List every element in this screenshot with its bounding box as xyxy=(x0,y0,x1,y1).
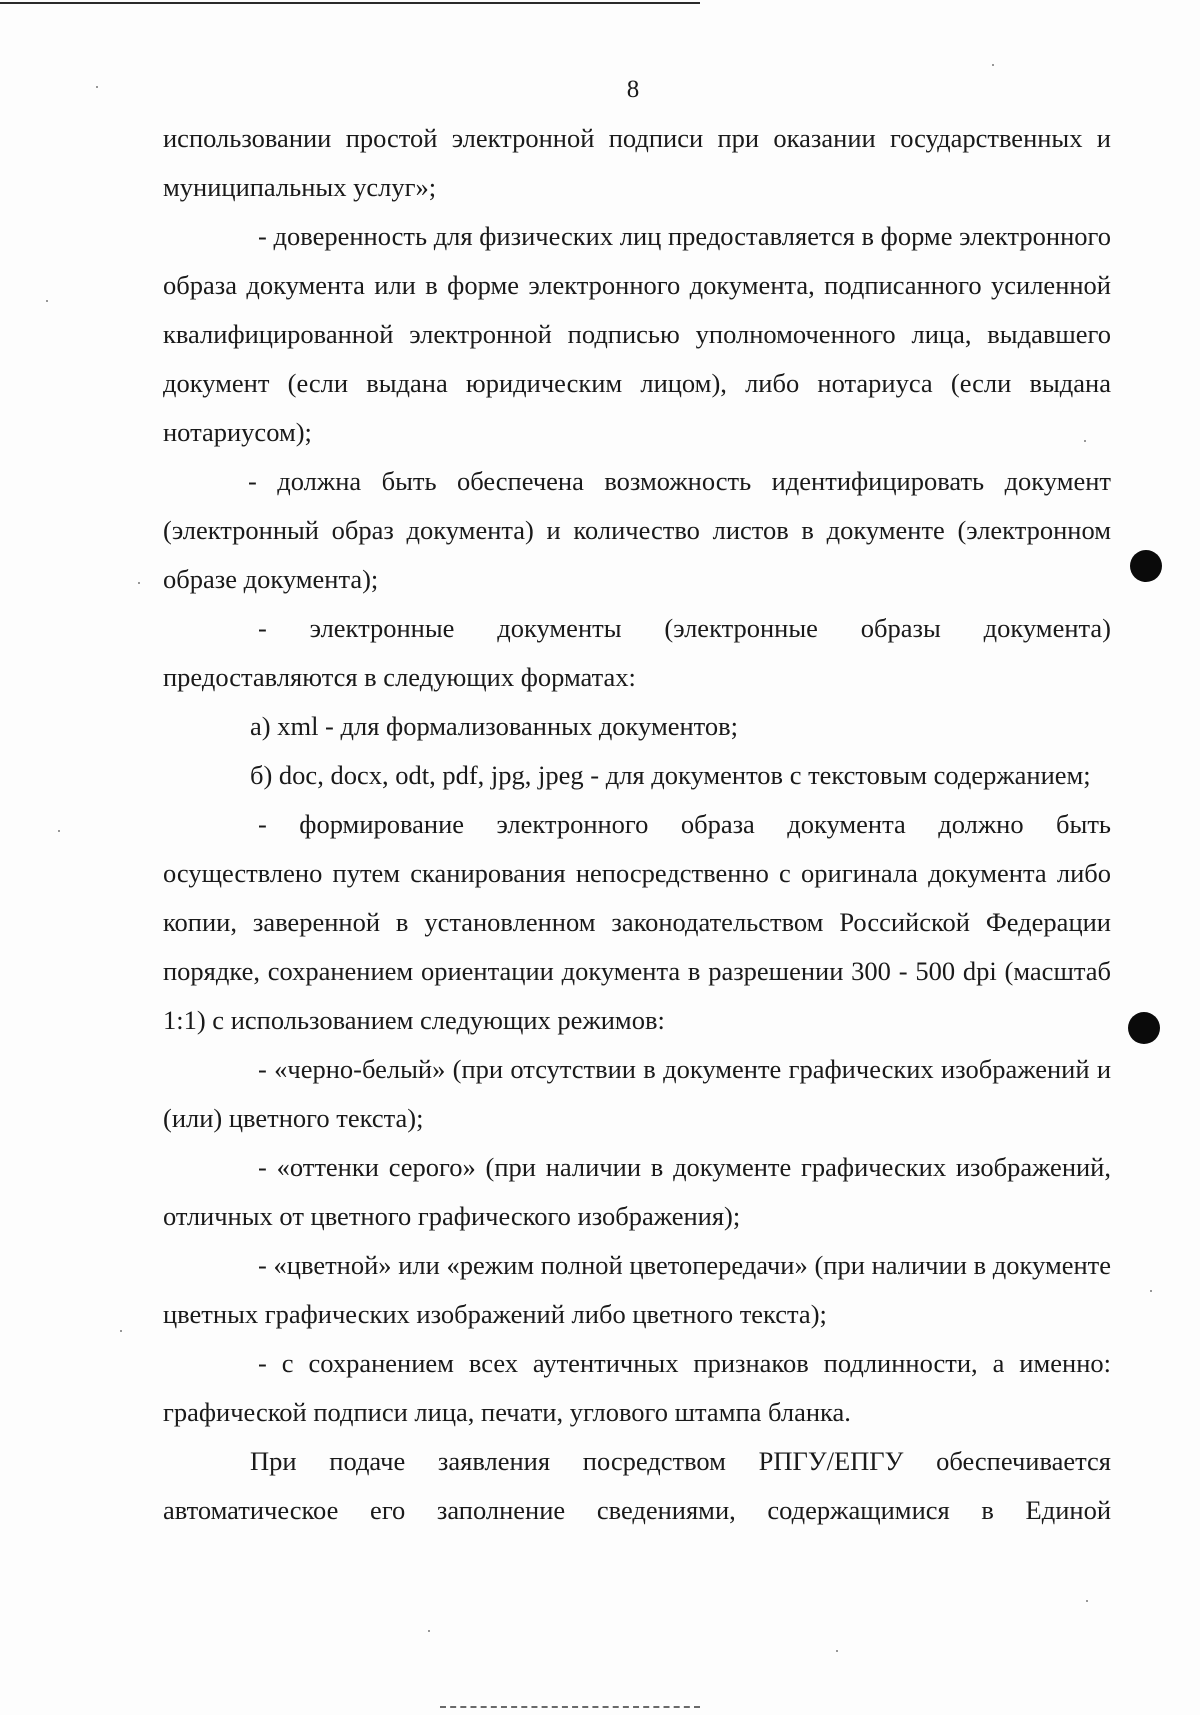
scan-speck xyxy=(58,830,60,832)
punch-hole-upper xyxy=(1130,550,1162,582)
scan-speck xyxy=(46,300,48,302)
scan-speck xyxy=(1150,1290,1152,1292)
scan-speck xyxy=(96,86,98,88)
paragraph-epgu-submission: При подаче заявления посредством РПГУ/ЕПГУ обеспечивается автоматическое его заполнение сведениями, содержащимися в Единой xyxy=(163,1446,1111,1525)
paragraph-continuation: использовании простой электронной подписи при оказании государственных и муниципальных услуг»; xyxy=(163,123,1111,202)
scan-speck xyxy=(138,582,140,584)
document-body xyxy=(163,114,1111,1535)
scan-speck xyxy=(1086,1600,1088,1602)
scan-speck xyxy=(120,1330,122,1332)
paragraph-format-xml: а) xml - для формализованных документов; xyxy=(250,711,739,741)
paragraph-mode-gray: - «оттенки серого» (при наличии в документе графических изображений, отличных от цветного графического изображения); xyxy=(163,1152,1111,1231)
paragraph-mode-color: - «цветной» или «режим полной цветопередачи» (при наличии в документе цветных графических изображений либо цветного текста); xyxy=(163,1250,1111,1329)
top-edge-rule xyxy=(0,2,700,4)
paragraph-power-of-attorney: - доверенность для физических лиц предоставляется в форме электронного образа документа или в форме электронного документа, подписанного усиленной квалифицированной электронной подписью уполномоченного лица, выдавшего документ (если выдана юридическим лицом), либо нотариуса (если выдана нотариусом); xyxy=(163,221,1111,447)
paragraph-authenticity: - с сохранением всех аутентичных признаков подлинности, а именно: графической подписи лица, печати, углового штампа бланка. xyxy=(163,1348,1111,1427)
scan-speck xyxy=(836,1650,838,1652)
scan-speck xyxy=(428,1630,430,1632)
bottom-edge-rule xyxy=(440,1706,700,1710)
scan-speck xyxy=(992,64,994,66)
paragraph-mode-bw: - «черно-белый» (при отсутствии в документе графических изображений и (или) цветного текста); xyxy=(163,1054,1111,1133)
paragraph-format-text: б) doc, docx, odt, pdf, jpg, jpeg - для документов с текстовым содержанием; xyxy=(250,760,1091,790)
page-number: 8 xyxy=(626,76,640,103)
paragraph-scanning: - формирование электронного образа документа должно быть осуществлено путем сканирования непосредственно с оригинала документа либо копии, заверенной в установленном законодательством Российской Федерации порядке, сохранением ориентации документа в разрешении 300 - 500 dpi (масштаб 1:1) с использованием следующих режимов: xyxy=(163,809,1111,1035)
paragraph-identification: - должна быть обеспечена возможность идентифицировать документ (электронный образ документа) и количество листов в документе (электронном образе документа); xyxy=(163,466,1111,594)
scan-speck xyxy=(1084,440,1086,442)
paragraph-formats-intro: - электронные документы (электронные образы документа) предоставляются в следующих форматах: xyxy=(163,613,1111,692)
punch-hole-lower xyxy=(1128,1012,1160,1044)
